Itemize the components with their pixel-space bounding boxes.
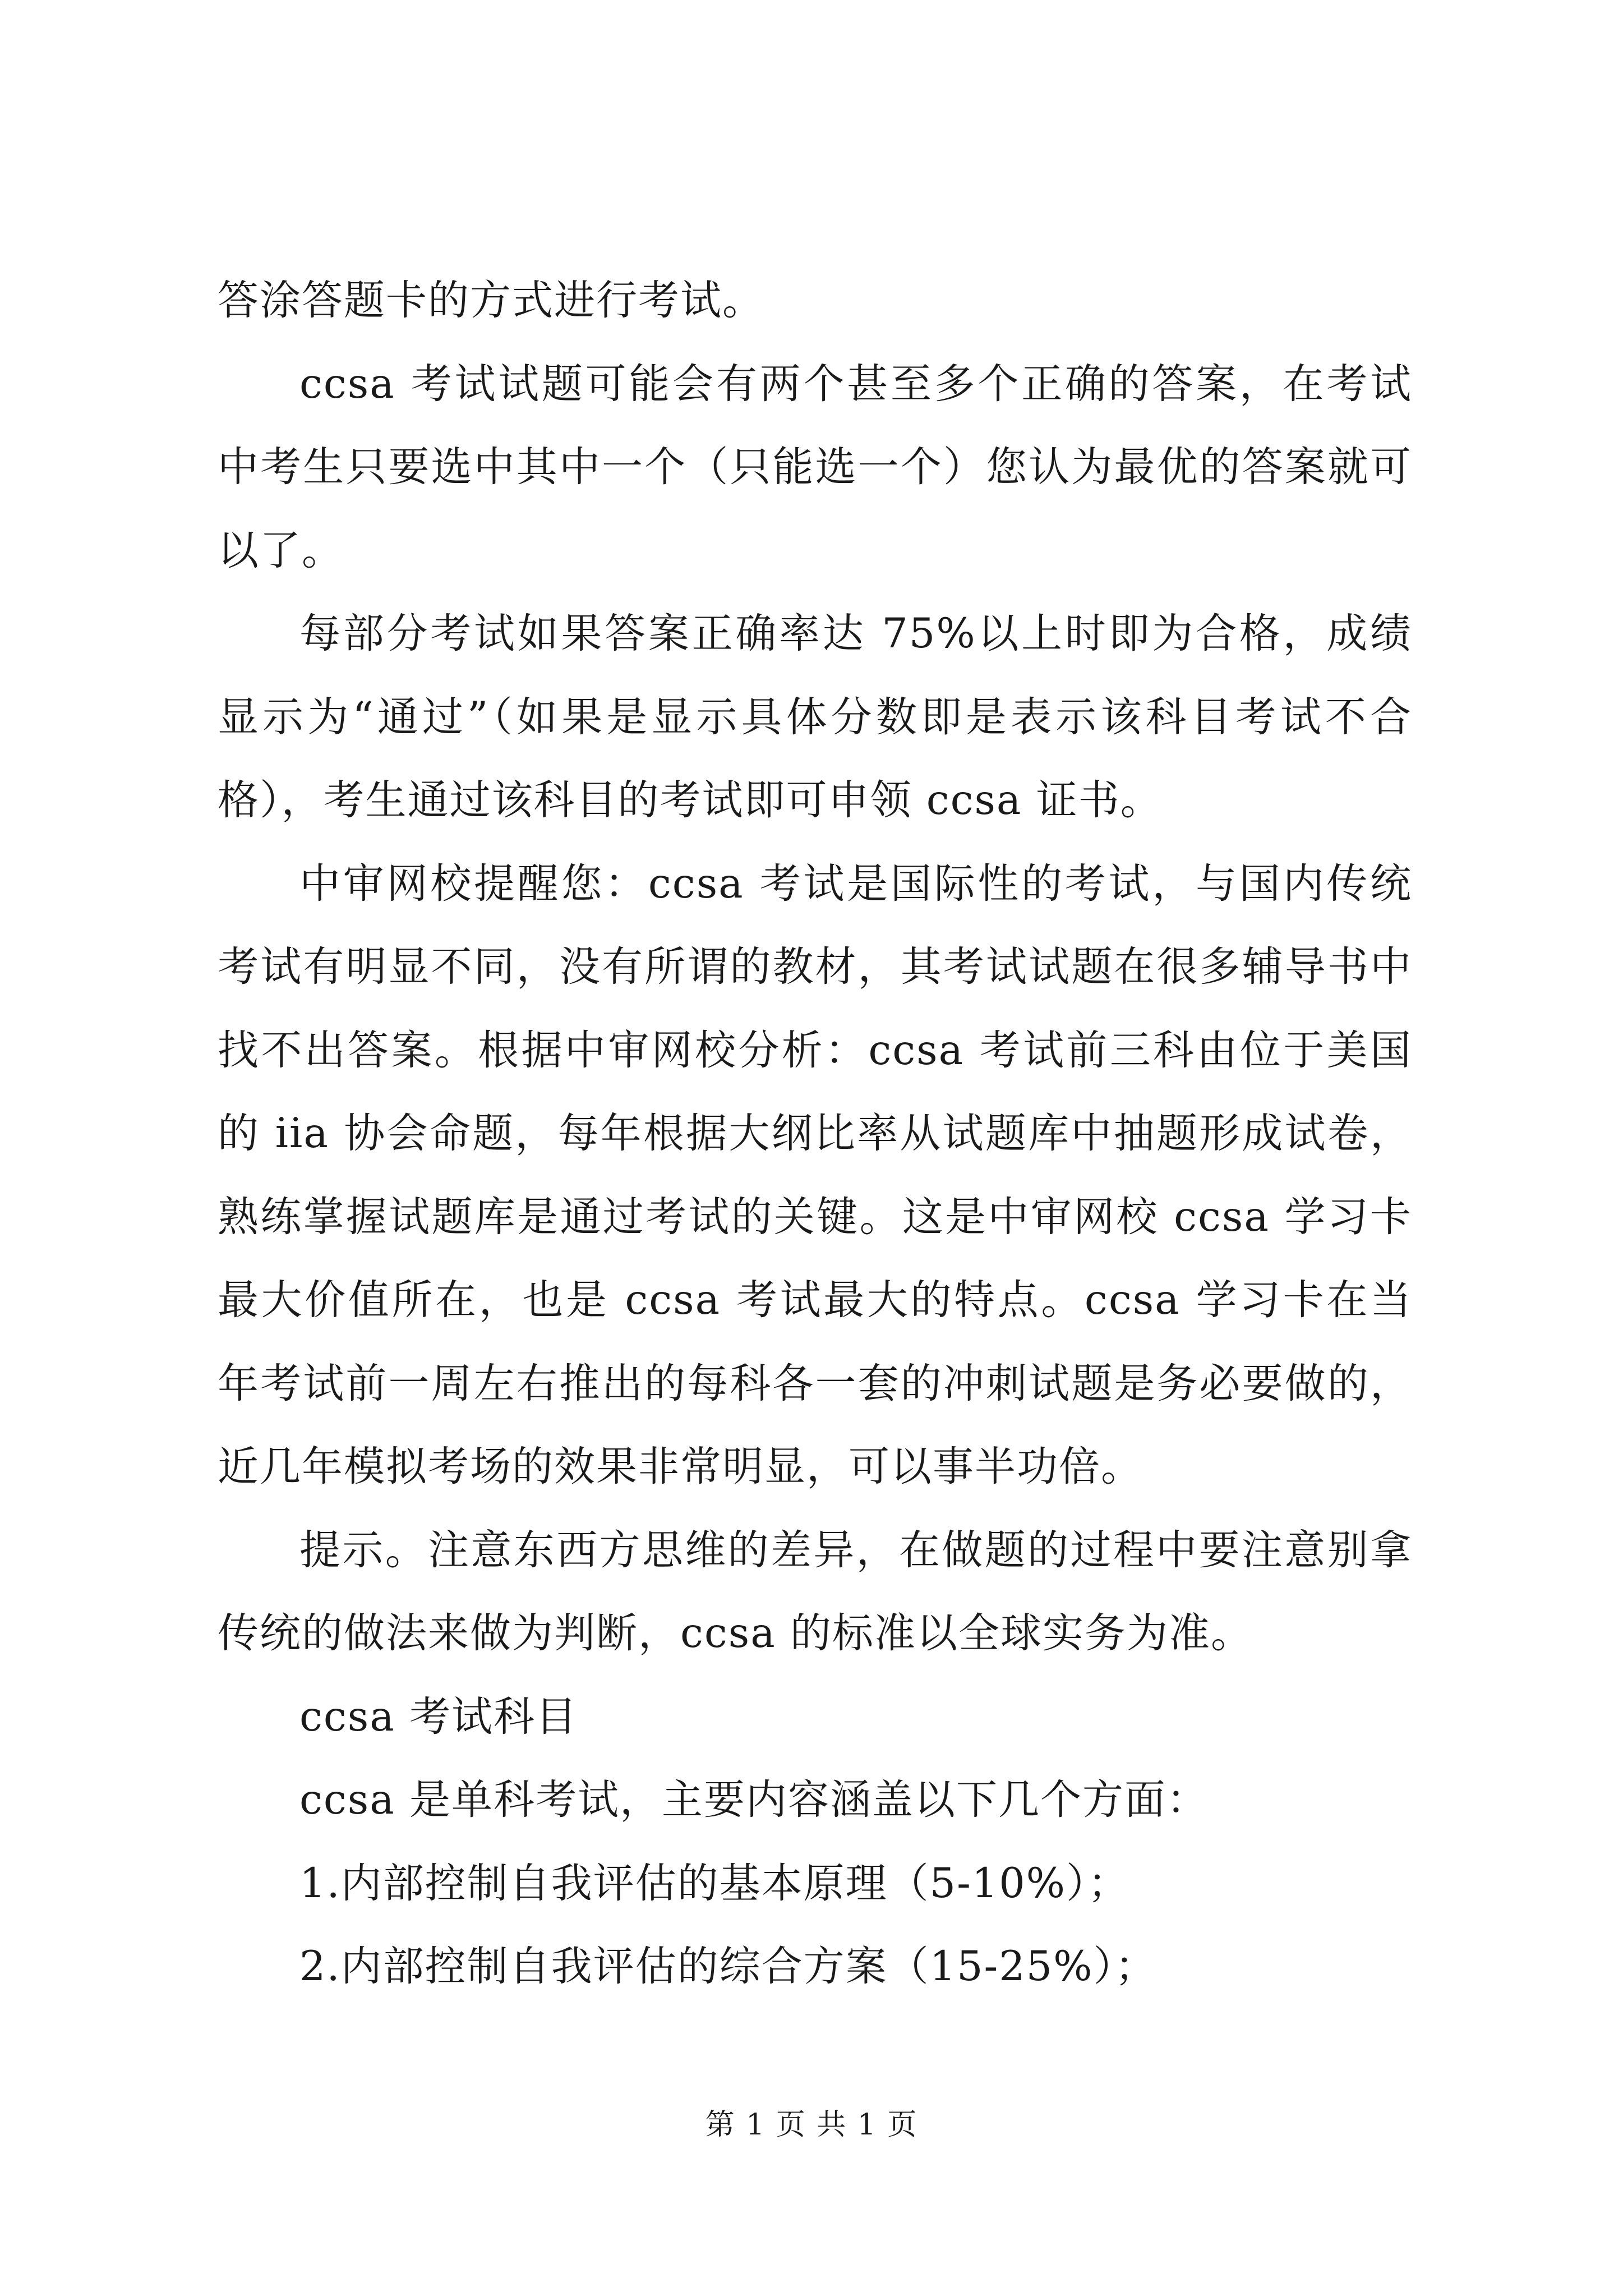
paragraph-7: ccsa 是单科考试，主要内容涵盖以下几个方面： bbox=[299, 1776, 1209, 1824]
list-item-1: 1.内部控制自我评估的基本原理（5-10%）； bbox=[299, 1859, 1130, 1907]
paragraph-4: 中审网校提醒您：ccsa 考试是国际性的考试，与国内传统考试有明显不同，没有所谓的教材，其考试试题在很多辅导书中找不出答案。根据中审网校分析：ccsa 考试前三科由位于美国的 iia 协会命题，每年根据大纲比率从试题库中抽题形成试卷，熟练掌握试题库是通过考试的关键。这是中审网校 ccsa 学习卡最大价值所在，也是 ccsa 考试最大的特点。ccsa 学习卡在当年考试前一周左右推出的每科各一套的冲刺试题是务必要做的，近几年模拟考场的效果非常明显，可以事半功倍。 bbox=[218, 859, 1412, 1490]
page-footer: 第 1 页 共 1 页 bbox=[705, 2108, 918, 2142]
paragraph-5: 提示。注意东西方思维的差异，在做题的过程中要注意别拿传统的做法来做为判断，ccsa 的标准以全球实务为准。 bbox=[218, 1526, 1412, 1657]
paragraph-1: 答涂答题卡的方式进行考试。 bbox=[218, 277, 764, 324]
section-heading: ccsa 考试科目 bbox=[299, 1692, 578, 1741]
paragraph-2: ccsa 考试试题可能会有两个甚至多个正确的答案，在考试中考生只要选中其中一个（只能选一个）您认为最优的答案就可以了。 bbox=[218, 360, 1412, 574]
list-item-2: 2.内部控制自我评估的综合方案（15-25%）； bbox=[299, 1943, 1157, 1990]
document-body bbox=[218, 259, 1412, 2009]
paragraph-3: 每部分考试如果答案正确率达 75%以上时即为合格，成绩显示为“通过”（如果是显示具体分数即是表示该科目考试不合格），考生通过该科目的考试即可申领 ccsa 证书。 bbox=[218, 610, 1412, 824]
